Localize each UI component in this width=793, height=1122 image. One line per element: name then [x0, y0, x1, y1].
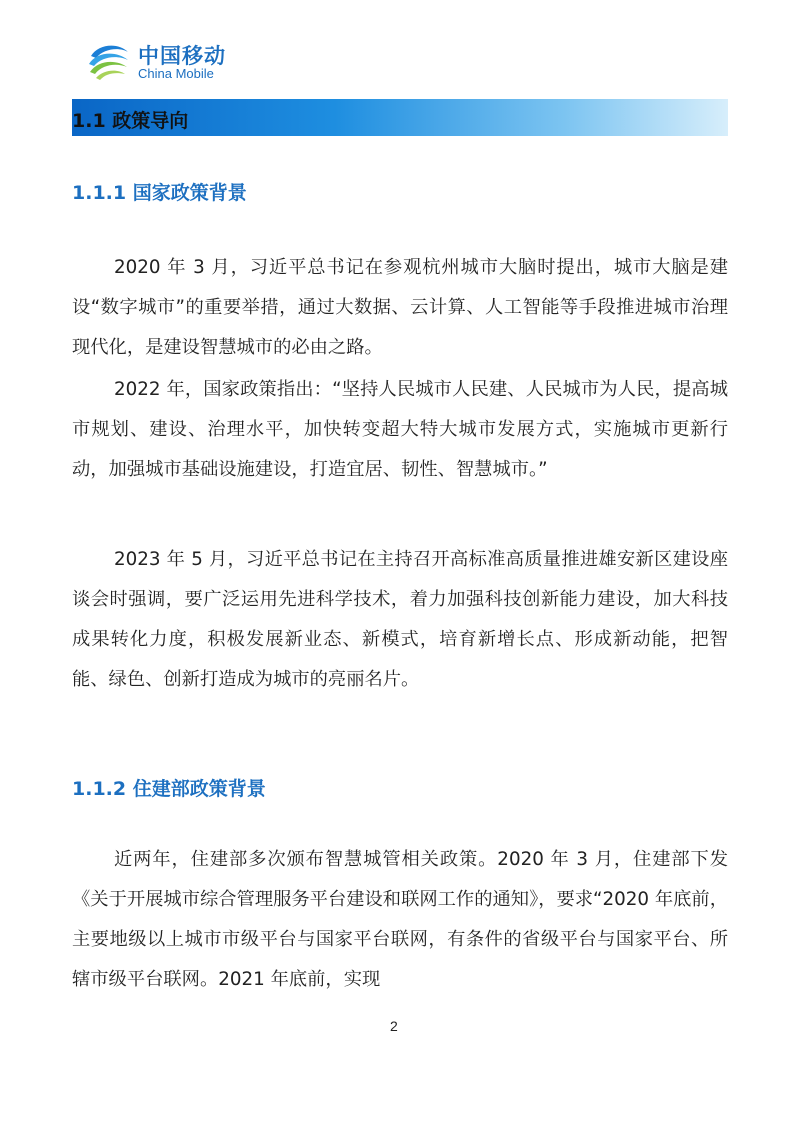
- logo-chinese-text: 中国移动: [138, 44, 226, 68]
- paragraph: 2023 年 5 月，习近平总书记在主持召开高标准高质量推进雄安新区建设座谈会时强调，要广泛运用先进科学技术，着力加强科技创新能力建设，加大科技成果转化力度，积极发展新业态、新模式，培育新增长点、形成新动能，把智能、绿色、创新打造成为城市的亮丽名片。: [72, 549, 728, 690]
- subsection-title-national-policy: 1.1.1 国家政策背景: [72, 182, 247, 204]
- subsection-title-housing-ministry-policy: 1.1.2 住建部政策背景: [72, 778, 266, 800]
- paragraph: 2020 年 3 月，习近平总书记在参观杭州城市大脑时提出，城市大脑是建设“数字城市”的重要举措，通过大数据、云计算、人工智能等手段推进城市治理现代化，是建设智慧城市的必由之路。: [72, 257, 728, 358]
- section-heading-bar: [72, 99, 728, 136]
- section-title: 1.1 政策导向: [72, 110, 189, 132]
- china-mobile-swirl-icon: [86, 38, 132, 84]
- china-mobile-logo: [86, 38, 256, 84]
- paragraph: 近两年，住建部多次颁布智慧城管相关政策。2020 年 3 月，住建部下发《关于开展城市综合管理服务平台建设和联网工作的通知》，要求“2020 年底前，主要地级以上城市市级平台与国家平台联网，有条件的省级平台与国家平台、所辖市级平台联网。2021 年底前，实现: [72, 849, 728, 990]
- paragraph: 2022 年，国家政策指出：“坚持人民城市人民建、人民城市为人民，提高城市规划、建设、治理水平，加快转变超大特大城市发展方式，实施城市更新行动，加强城市基础设施建设，打造宜居、韧性、智慧城市。”: [72, 379, 728, 480]
- logo-english-text: China Mobile: [138, 66, 214, 81]
- page-number: 2: [390, 1018, 398, 1034]
